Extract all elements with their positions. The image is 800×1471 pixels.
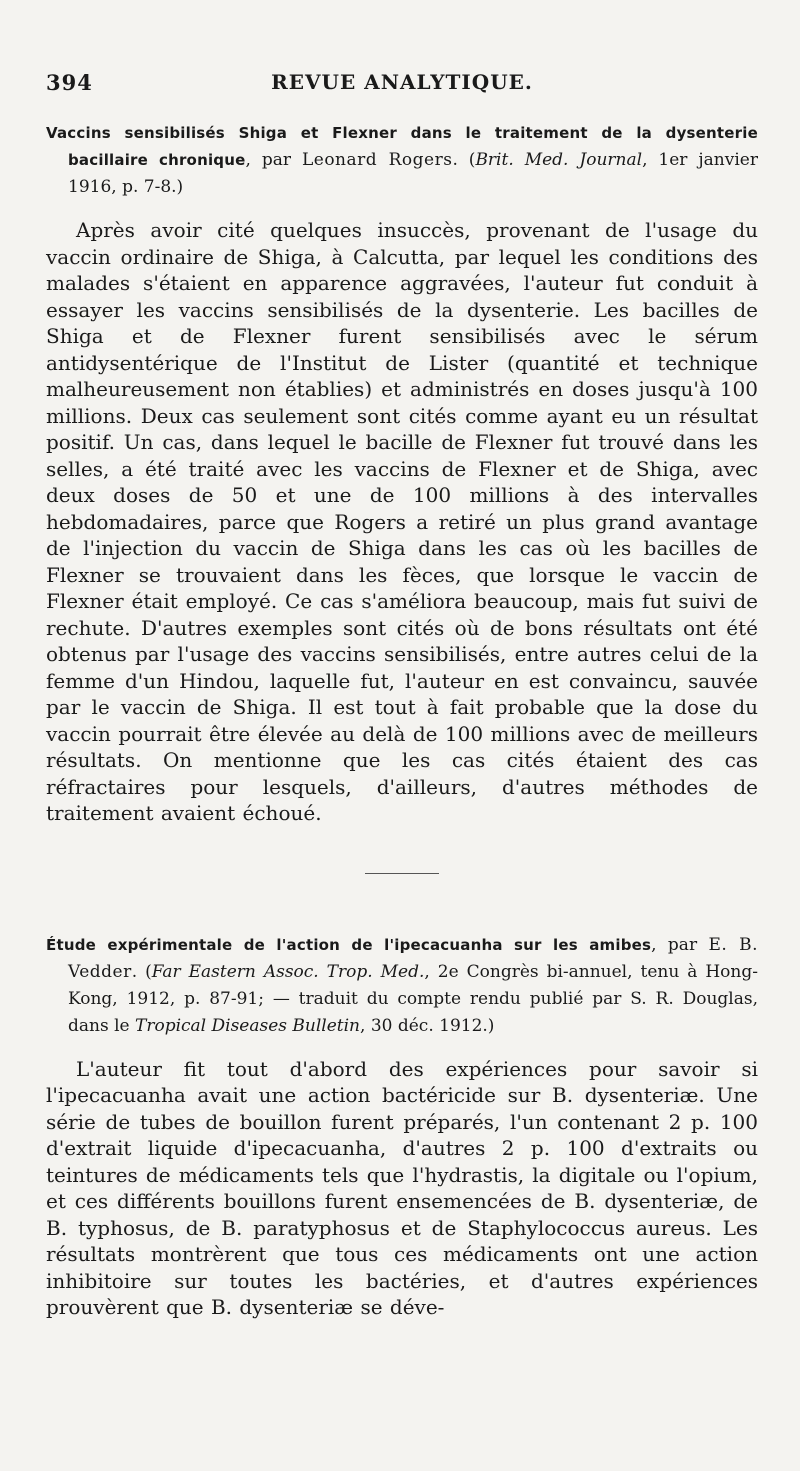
- article-heading-rogers: [46, 120, 758, 201]
- article-title: Étude expérimentale de l'action de l'ipecacuanha sur les amibes: [46, 935, 652, 954]
- source-open: . (: [131, 961, 152, 982]
- page-number: 394: [46, 70, 93, 95]
- article-source: Brit. Med. Journal: [475, 150, 643, 170]
- byline-connector: , par: [245, 150, 302, 170]
- source-details: , 1er janvier 1916, p. 7-8.): [68, 150, 758, 197]
- source-open: . (: [452, 150, 476, 170]
- article-source-secondary: Tropical Diseases Bulletin: [135, 1015, 361, 1036]
- article-heading-vedder: [46, 932, 758, 1040]
- article-divider: [365, 873, 439, 874]
- article-title: Vaccins sensibilisés Shiga et Flexner dans le traitement de la dysenterie bacillaire chronique: [46, 124, 758, 169]
- article-body: L'auteur fit tout d'abord des expériences pour savoir si l'ipecacuanha avait une action bactéricide sur B. dysenteriæ. Une série de tubes de bouillon furent préparés, l'un contenant 2 p. 100 d'extrait liquide d'ipecacuanha, d'autres 2 p. 100 d'extraits ou teintures de médicaments tels que l'hydrastis, la digitale ou l'opium, et ces différents bouillons furent ensemencées de B. dysenteriæ, de B. typhosus, de B. paratyphosus et de Staphylococcus aureus. Les résultats montrèrent que tous ces médicaments ont une action inhibitoire sur toutes les bactéries, et d'autres expériences prouvèrent que B. dysenteriæ se déve-: [46, 1056, 758, 1319]
- article-author: E. B. Vedder: [68, 934, 758, 982]
- source-details: , 2e Congrès bi-annuel, tenu à Hong-Kong, 1912, p. 87-91; — traduit du compte rendu publié par S. R. Douglas, dans le: [68, 961, 758, 1036]
- byline-connector: , par: [651, 934, 709, 955]
- source-secondary-details: , 30 déc. 1912.): [360, 1015, 495, 1036]
- running-head: [46, 66, 758, 106]
- article-source: Far Eastern Assoc. Trop. Med.: [151, 961, 425, 982]
- article-author: Leonard Rogers: [301, 150, 453, 170]
- running-title: REVUE ANALYTIQUE.: [271, 70, 533, 94]
- journal-page: [46, 66, 758, 1321]
- article-body: Après avoir cité quelques insuccès, provenant de l'usage du vaccin ordinaire de Shiga, à Calcutta, par lequel les conditions des malades s'étaient en apparence aggravées, l'auteur fut conduit à essayer les vaccins sensibilisés de la dysenterie. Les bacilles de Shiga et de Flexner furent sensibilisés avec le sérum antidysentérique de l'Institut de Lister (quantité et technique malheureusement non établies) et administrés en doses jusqu'à 100 millions. Deux cas seulement sont cités comme ayant eu un résultat positif. Un cas, dans lequel le bacille de Flexner fut trouvé dans les selles, a été traité avec les vaccins de Flexner et de Shiga, avec deux doses de 50 et une de 100 millions à des intervalles hebdomadaires, parce que Rogers a retiré un plus grand avantage de l'injection du vaccin de Shiga dans les cas où les bacilles de Flexner se trouvaient dans les fèces, que lorsque le vaccin de Flexner était employé. Ce cas s'améliora beaucoup, mais fut suivi de rechute. D'autres exemples sont cités où de bons résultats ont été obtenus par l'usage des vaccins sensibilisés, entre autres celui de la femme d'un Hindou, laquelle fut, l'auteur en est convaincu, sauvée par le vaccin de Shiga. Il est tout à fait probable que la dose du vaccin pourrait être élevée au delà de 100 millions avec de meilleurs résultats. On mentionne que les cas cités étaient des cas réfractaires pour lesquels, d'ailleurs, d'autres méthodes de traitement avaient échoué.: [46, 218, 758, 825]
